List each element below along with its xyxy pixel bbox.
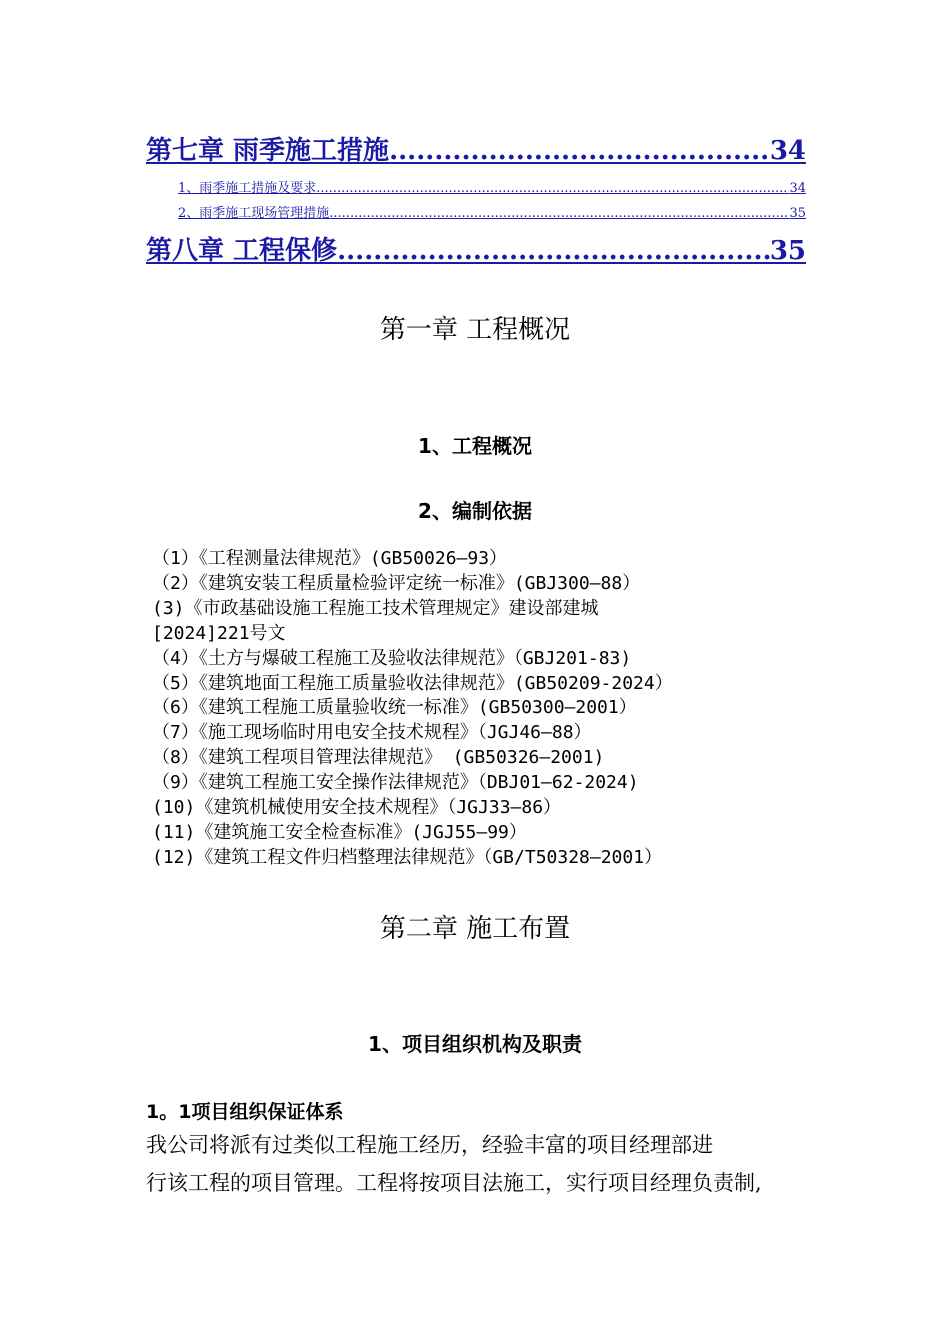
toc-entry-page: 34 <box>789 181 806 196</box>
chapter-2-title: 第二章 施工布置 <box>379 914 571 944</box>
body-line: 我公司将派有过类似工程施工经历，经验丰富的项目经理部进 <box>146 1133 713 1157</box>
section-compilation-basis: 2、编制依据 <box>418 499 532 523</box>
reference-item: (10)《建筑机械使用安全技术规程》（JGJ33—86） <box>152 797 562 819</box>
toc-entry-label: 第七章 雨季施工措施 <box>146 136 390 166</box>
body-line: 行该工程的项目管理。工程将按项目法施工，实行项目经理负责制, <box>146 1171 762 1195</box>
toc-entry-page: 35 <box>789 206 806 221</box>
reference-item: （5）《建筑地面工程施工质量验收法律规范》(GB50209-2024） <box>152 672 673 694</box>
chapter-1-title: 第一章 工程概况 <box>379 315 571 345</box>
section-project-overview: 1、工程概况 <box>418 434 532 458</box>
toc-entry-label: 1、雨季施工措施及要求 <box>178 181 317 196</box>
reference-item: (11)《建筑施工安全检查标准》(JGJ55—99） <box>152 821 527 843</box>
reference-item: （9）《建筑工程施工安全操作法律规范》（DBJ01—62-2024) <box>152 772 639 794</box>
toc-entry-rain-site-management[interactable] <box>178 202 806 221</box>
reference-item: （7）《施工现场临时用电安全技术规程》（JGJ46—88） <box>152 722 592 744</box>
toc-entry-chapter-7[interactable] <box>146 130 806 167</box>
toc-entry-label: 第八章 工程保修 <box>146 236 338 266</box>
reference-item: （4）《土方与爆破工程施工及验收法律规范》（GBJ201-83) <box>152 647 632 669</box>
toc-leader-dots <box>389 136 770 166</box>
reference-item: （1）《工程测量法律规范》(GB50026—93） <box>152 548 508 569</box>
toc-entry-page: 35 <box>769 236 806 266</box>
toc-entry-chapter-8[interactable] <box>146 230 806 267</box>
section-project-organization: 1、项目组织机构及职责 <box>368 1032 582 1056</box>
body-paragraph <box>146 1126 806 1202</box>
toc-entry-rain-requirements[interactable] <box>178 177 806 196</box>
toc-entry-page: 34 <box>769 136 806 166</box>
reference-item: (12)《建筑工程文件归档整理法律规范》（GB/T50328—2001） <box>152 846 663 868</box>
toc-leader-dots <box>329 206 789 221</box>
toc-leader-dots <box>337 236 770 266</box>
toc-entry-label: 2、雨季施工现场管理措施 <box>178 206 330 221</box>
reference-item: (3)《市政基础设施工程施工技术管理规定》建设部建城 <box>152 597 599 619</box>
reference-item: [2024]221号文 <box>152 622 286 644</box>
reference-list <box>152 547 792 871</box>
reference-item: （2）《建筑安装工程质量检验评定统一标准》(GBJ300—88） <box>152 572 641 594</box>
reference-item: （6）《建筑工程施工质量验收统一标准》(GB50300—2001） <box>152 697 637 719</box>
subsection-organization-guarantee: 1。1项目组织保证体系 <box>146 1101 344 1123</box>
reference-item: （8）《建筑工程项目管理法律规范》 (GB50326—2001) <box>152 747 605 769</box>
toc-leader-dots <box>316 181 789 196</box>
